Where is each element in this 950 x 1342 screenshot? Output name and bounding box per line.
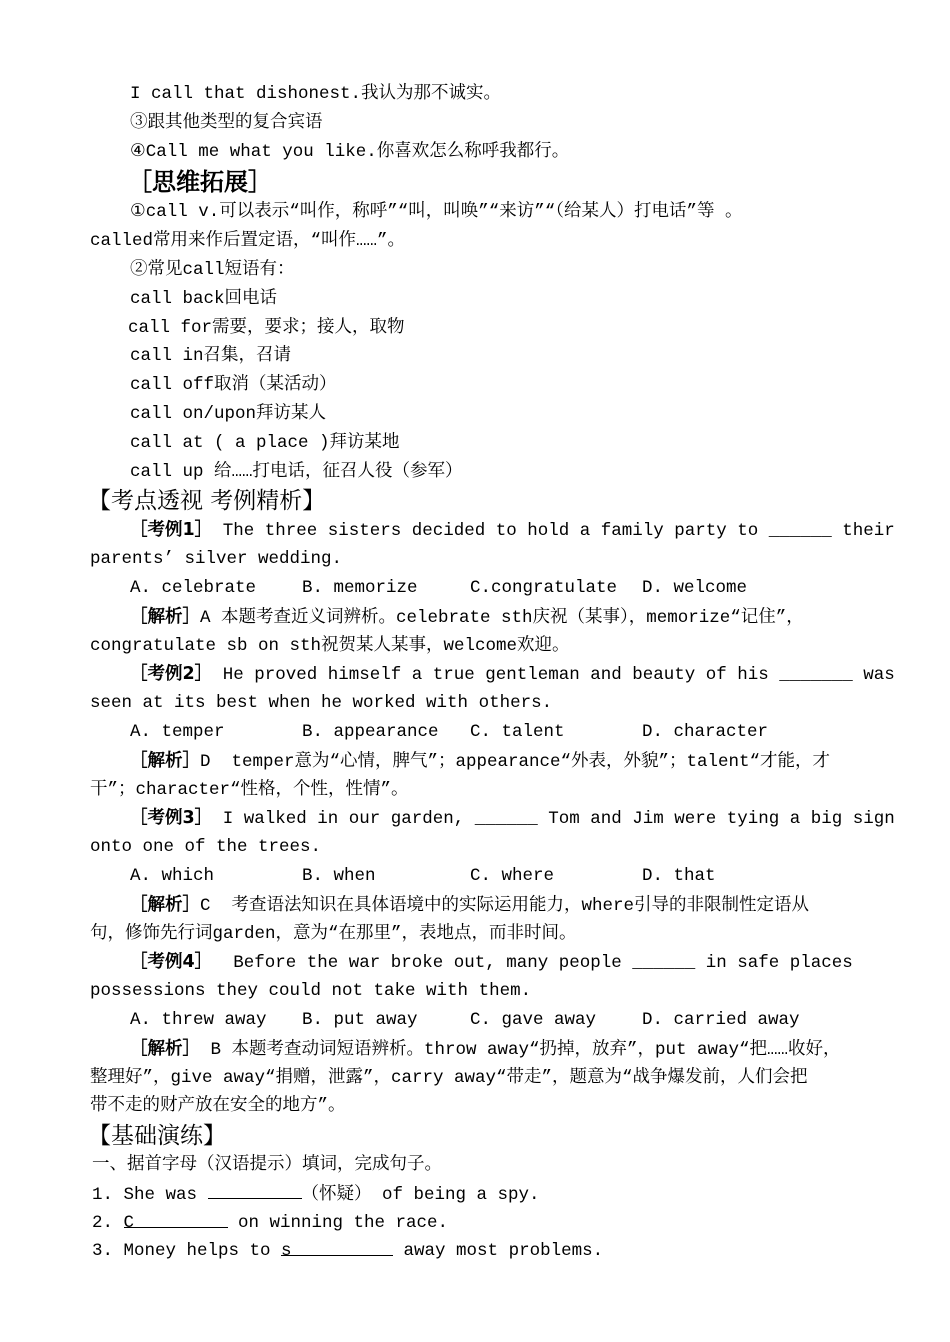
options-row bbox=[0, 574, 950, 603]
analysis-tag: ［解析］ bbox=[130, 606, 200, 627]
example-tag: ［考例3］ bbox=[130, 808, 213, 829]
instruction-text: 一、据首字母（汉语提示）填词，完成句子。 bbox=[92, 1155, 442, 1176]
example-tag: ［考例1］ bbox=[130, 520, 213, 541]
answer-analysis bbox=[0, 747, 950, 776]
question-text: possessions they could not take with them. bbox=[90, 981, 532, 1002]
fill-item bbox=[0, 1237, 950, 1266]
option: C. gave away bbox=[470, 1009, 597, 1030]
item-number: 2. bbox=[92, 1212, 124, 1233]
analysis-text: 句，修饰先行词garden，意为“在那里”，表地点，而非时间。 bbox=[90, 923, 577, 944]
analysis-text: B 本题考查动词短语辨析。throw away“扔掉，放弃”，put away“把……收好， bbox=[200, 1039, 841, 1060]
example-question bbox=[0, 660, 950, 689]
analysis-tag: ［解析］ bbox=[130, 894, 200, 915]
option: A. threw away bbox=[130, 1009, 267, 1030]
item-text: on winning the race. bbox=[227, 1212, 449, 1233]
option: D. welcome bbox=[642, 577, 748, 598]
text-line: ③跟其他类型的复合宾语 bbox=[130, 112, 323, 133]
option: C. talent bbox=[470, 721, 565, 742]
question-text: The three sisters decided to hold a family party to ______ their bbox=[212, 521, 895, 542]
document-page bbox=[0, 80, 950, 1266]
phrase-item: call at ( a place )拜访某地 bbox=[130, 432, 400, 453]
options-row bbox=[0, 718, 950, 747]
analysis-tag: ［解析］ bbox=[130, 750, 200, 771]
answer-blank[interactable]: C bbox=[124, 1209, 228, 1228]
option: A. celebrate bbox=[130, 577, 257, 598]
answer-blank[interactable] bbox=[208, 1180, 302, 1199]
question-text: He proved himself a true gentleman and beauty of his _______ was bbox=[212, 665, 895, 686]
phrase-item: call up 给……打电话，征召人役（参军） bbox=[130, 461, 463, 482]
question-text: Before the war broke out, many people ______ in safe places bbox=[212, 953, 853, 974]
analysis-text: C 考查语法知识在具体语境中的实际运用能力，where引导的非限制性定语从 bbox=[200, 895, 810, 916]
item-text: away most problems. bbox=[393, 1241, 604, 1262]
text-line: ①call v.可以表示“叫作，称呼”“叫，叫唤”“来访”“（给某人）打电话”等 。 bbox=[130, 202, 743, 223]
options-row bbox=[0, 862, 950, 891]
analysis-text: 带不走的财产放在安全的地方”。 bbox=[90, 1096, 346, 1117]
phrase-item: call for需要，要求；接人，取物 bbox=[128, 317, 405, 338]
option: B. put away bbox=[302, 1009, 418, 1030]
option: D. carried away bbox=[642, 1009, 800, 1030]
option: C. where bbox=[470, 865, 555, 886]
text-line: ②常见call短语有： bbox=[130, 259, 295, 280]
item-number: 3. bbox=[92, 1241, 124, 1262]
phrase-item: call off取消（某活动） bbox=[130, 375, 337, 396]
option: B. appearance bbox=[302, 721, 439, 742]
example-question bbox=[0, 804, 950, 833]
answer-analysis bbox=[0, 603, 950, 632]
question-text: parents’ silver wedding. bbox=[90, 549, 343, 570]
option: B. when bbox=[302, 865, 376, 886]
question-text: I walked in our garden, ______ Tom and Jim were tying a big sign bbox=[212, 809, 895, 830]
fill-item bbox=[0, 1180, 950, 1209]
options-row bbox=[0, 1006, 950, 1035]
analysis-text: congratulate sb on sth祝贺某人某事，welcome欢迎。 bbox=[90, 635, 570, 656]
analysis-text: A 本题考查近义词辨析。celebrate sth庆祝（某事），memorize“记住”， bbox=[200, 607, 804, 628]
option: D. character bbox=[642, 721, 769, 742]
option: C.congratulate bbox=[470, 577, 618, 598]
answer-analysis bbox=[0, 891, 950, 920]
item-text: （怀疑） of being a spy. bbox=[301, 1184, 540, 1205]
fill-item bbox=[0, 1209, 950, 1238]
analysis-tag: ［解析］ bbox=[130, 1038, 200, 1059]
analysis-text: 干”；character“性格，个性，性情”。 bbox=[90, 779, 409, 800]
phrase-item: call on/upon拜访某人 bbox=[130, 403, 327, 424]
item-text: Money helps to bbox=[123, 1241, 282, 1262]
text-line: I call that dishonest.我认为那不诚实。 bbox=[130, 84, 502, 104]
section-heading-basic: 【基础演练】 bbox=[88, 1123, 226, 1150]
question-text: onto one of the trees. bbox=[90, 837, 322, 858]
example-question bbox=[0, 516, 950, 545]
example-question bbox=[0, 948, 950, 977]
section-heading-exam: 【考点透视 考例精析】 bbox=[88, 488, 326, 515]
text-line: called常用来作后置定语，“叫作……”。 bbox=[90, 231, 406, 252]
example-tag: ［考例4］ bbox=[130, 952, 213, 973]
text-line: ④Call me what you like.你喜欢怎么称呼我都行。 bbox=[130, 141, 570, 162]
answer-blank[interactable]: s bbox=[281, 1237, 393, 1256]
answer-analysis bbox=[0, 1035, 950, 1064]
example-tag: ［考例2］ bbox=[130, 664, 213, 685]
option: B. memorize bbox=[302, 577, 418, 598]
option: D. that bbox=[642, 865, 716, 886]
option: A. which bbox=[130, 865, 215, 886]
phrase-item: call back回电话 bbox=[130, 288, 278, 309]
phrase-item: call in召集，召请 bbox=[130, 346, 292, 367]
item-text: She was bbox=[123, 1184, 208, 1205]
analysis-text: 整理好”，give away“捐赠，泄露”，carry away“带走”，题意为“战争爆发前，人们会把 bbox=[90, 1067, 808, 1088]
option: A. temper bbox=[130, 721, 225, 742]
item-number: 1. bbox=[92, 1184, 124, 1205]
section-heading-thinking: ［思维拓展］ bbox=[128, 168, 272, 197]
question-text: seen at its best when he worked with others. bbox=[90, 693, 553, 714]
analysis-text: D temper意为“心情，脾气”；appearance“外表，外貌”；talent“才能，才 bbox=[200, 751, 831, 772]
